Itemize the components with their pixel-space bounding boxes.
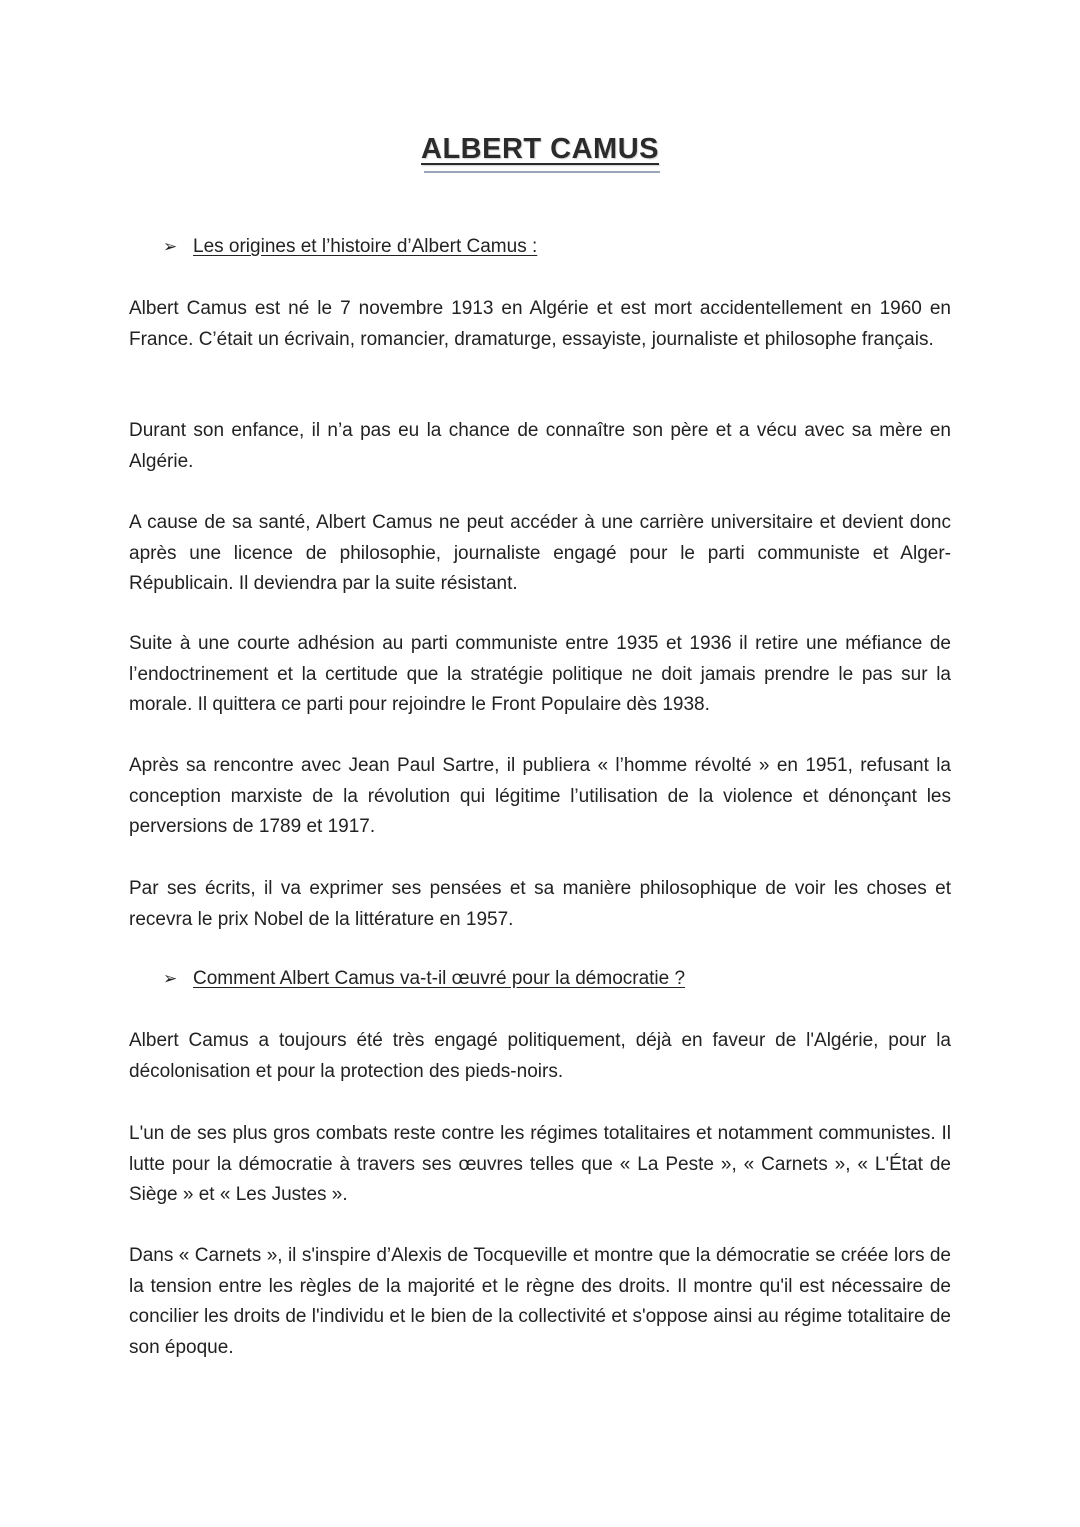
- page-title-text: ALBERT CAMUS: [421, 133, 659, 165]
- arrow-bullet-icon: ➢: [163, 969, 178, 988]
- paragraph: L'un de ses plus gros combats reste contre les régimes totalitaires et notamment communistes. Il lutte pour la démocratie à travers ses œuvres telles que « La Peste », « Carnets », « L'État de Siège » et « Les Justes ».: [129, 1123, 951, 1205]
- section-heading-text: Comment Albert Camus va-t-il œuvré pour la démocratie ?: [193, 968, 686, 989]
- section-heading-text: Les origines et l’histoire d’Albert Camus :: [193, 236, 538, 257]
- arrow-bullet-icon: ➢: [163, 237, 178, 256]
- paragraph: Durant son enfance, il n’a pas eu la chance de connaître son père et a vécu avec sa mère en Algérie.: [129, 420, 951, 472]
- section-heading-democracy: [163, 967, 685, 991]
- section-heading-origins: [163, 235, 537, 259]
- paragraph: Suite à une courte adhésion au parti communiste entre 1935 et 1936 il retire une méfiance de l’endoctrinement et la certitude que la stratégie politique ne doit jamais prendre le pas sur la morale. Il quittera ce parti pour rejoindre le Front Populaire dès 1938.: [129, 633, 951, 715]
- paragraph: Albert Camus a toujours été très engagé politiquement, déjà en faveur de l'Algérie, pour la décolonisation et pour la protection des pieds-noirs.: [129, 1030, 951, 1082]
- paragraph: Dans « Carnets », il s'inspire d’Alexis de Tocqueville et montre que la démocratie se créée lors de la tension entre les règles de la majorité et le règne des droits. Il montre qu'il est nécessaire de concilier les droits de l'individu et le bien de la collectivité et s'oppose ainsi au régime totalitaire de son époque.: [129, 1245, 951, 1358]
- page-title: [0, 133, 1080, 166]
- paragraph: Albert Camus est né le 7 novembre 1913 en Algérie et est mort accidentellement en 1960 en France. C’était un écrivain, romancier, dramaturge, essayiste, journaliste et philosophe français.: [129, 298, 951, 350]
- paragraph: Après sa rencontre avec Jean Paul Sartre, il publiera « l’homme révolté » en 1951, refusant la conception marxiste de la révolution qui légitime l’utilisation de la violence et dénonçant les perversions de 1789 et 1917.: [129, 755, 951, 837]
- paragraph: Par ses écrits, il va exprimer ses pensées et sa manière philosophique de voir les choses et recevra le prix Nobel de la littérature en 1957.: [129, 878, 951, 930]
- paragraph: A cause de sa santé, Albert Camus ne peut accéder à une carrière universitaire et devient donc après une licence de philosophie, journaliste engagé pour le parti communiste et Alger-Républicain. Il deviendra par la suite résistant.: [129, 512, 951, 594]
- title-double-underline: [424, 171, 660, 173]
